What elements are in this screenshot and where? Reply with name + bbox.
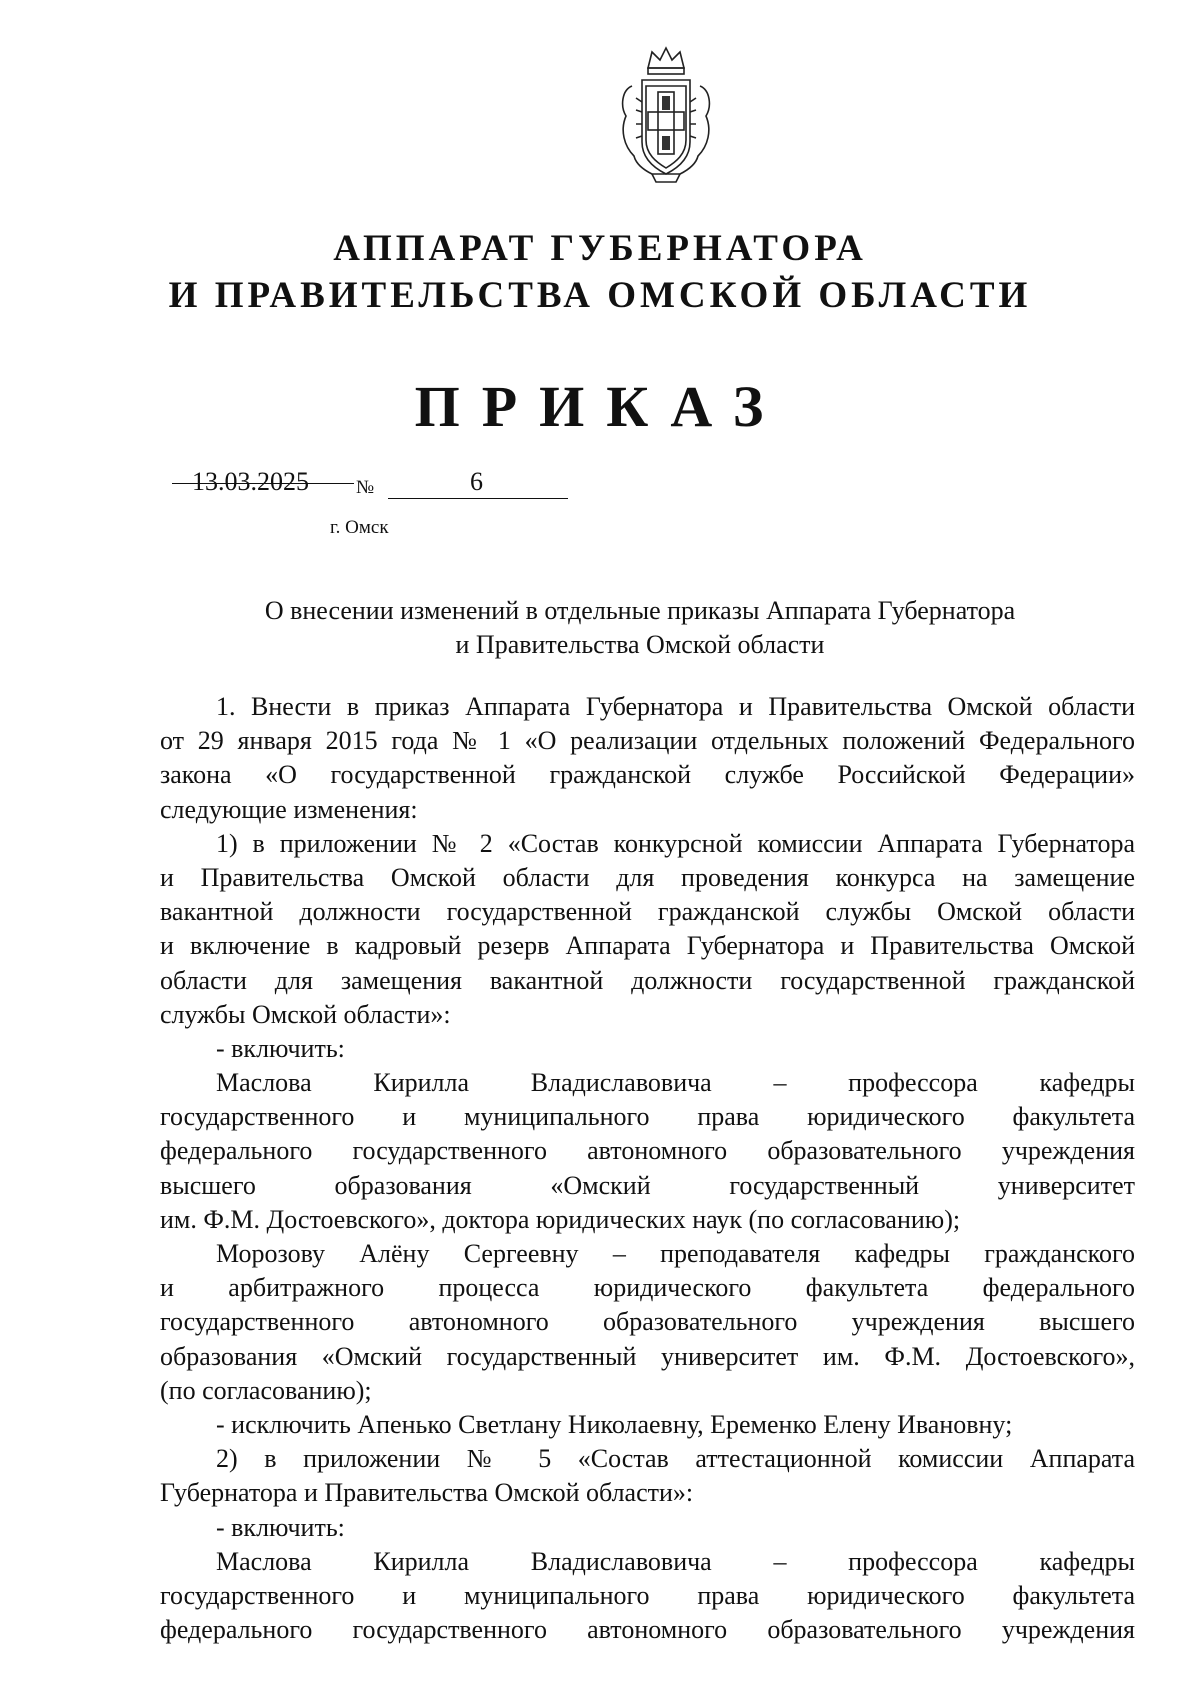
body-line: и арбитражного процесса юридического факультета федерального bbox=[160, 1273, 1135, 1303]
body-line: - исключить Апенько Светлану Николаевну, Еременко Елену Ивановну; bbox=[216, 1409, 1013, 1439]
body-line: службы Омской области»: bbox=[160, 999, 451, 1029]
body-line: федерального государственного автономного образовательного учреждения bbox=[160, 1136, 1135, 1166]
body-line: - включить: bbox=[216, 1033, 345, 1063]
body-line: следующие изменения: bbox=[160, 794, 418, 824]
body-line: федерального государственного автономного образовательного учреждения bbox=[160, 1615, 1135, 1645]
number-underline bbox=[388, 498, 568, 499]
subject-line-2: и Правительства Омской области bbox=[455, 630, 825, 659]
body-line: области для замещения вакантной должности государственной гражданской bbox=[160, 965, 1135, 995]
body-line: 2) в приложении № 5 «Состав аттестационной комиссии Аппарата bbox=[216, 1444, 1135, 1474]
organization-name-line-1: АППАРАТ ГУБЕРНАТОРА bbox=[333, 228, 867, 269]
body-line: государственного и муниципального права юридического факультета bbox=[160, 1580, 1135, 1610]
body-line: государственного и муниципального права юридического факультета bbox=[160, 1102, 1135, 1132]
body-line: - включить: bbox=[216, 1512, 345, 1542]
body-line: и включение в кадровый резерв Аппарата Губернатора и Правительства Омской bbox=[160, 931, 1135, 961]
body-line: государственного автономного образовательного учреждения высшего bbox=[160, 1307, 1135, 1337]
body-line: вакантной должности государственной гражданской службы Омской области bbox=[160, 897, 1135, 927]
subject-line-1: О внесении изменений в отдельные приказы Аппарата Губернатора bbox=[264, 596, 1016, 625]
body-line: им. Ф.М. Достоевского», доктора юридических наук (по согласованию); bbox=[160, 1204, 961, 1234]
organization-name-line-2: И ПРАВИТЕЛЬСТВА ОМСКОЙ ОБЛАСТИ bbox=[168, 275, 1032, 316]
body-line: Маслова Кирилла Владиславовича – профессора кафедры bbox=[216, 1068, 1135, 1098]
body-line: Губернатора и Правительства Омской области»: bbox=[160, 1478, 694, 1508]
body-line: 1. Внести в приказ Аппарата Губернатора и Правительства Омской области bbox=[216, 692, 1135, 721]
body-line: высшего образования «Омский государственный университет bbox=[160, 1170, 1135, 1200]
document-body bbox=[160, 690, 1135, 1647]
number-sign: № bbox=[356, 477, 375, 498]
body-line: Морозову Алёну Сергеевну – преподавателя кафедры гражданского bbox=[216, 1239, 1135, 1268]
body-line: (по согласованию); bbox=[160, 1375, 372, 1405]
body-line: от 29 января 2015 года № 1 «О реализации отдельных положений Федерального bbox=[160, 726, 1135, 756]
document-number: 6 bbox=[470, 467, 483, 496]
body-line: 1) в приложении № 2 «Состав конкурсной комиссии Аппарата Губернатора bbox=[216, 828, 1135, 858]
body-line: и Правительства Омской области для проведения конкурса на замещение bbox=[160, 862, 1135, 892]
document-date: 13.03.2025 bbox=[192, 467, 309, 496]
coat-of-arms-emblem bbox=[618, 46, 714, 184]
body-line: закона «О государственной гражданской службе Российской Федерации» bbox=[160, 760, 1135, 790]
document-city: г. Омск bbox=[330, 517, 389, 538]
body-line: Маслова Кирилла Владиславовича – профессора кафедры bbox=[216, 1546, 1135, 1576]
body-line: образования «Омский государственный университет им. Ф.М. Достоевского», bbox=[160, 1341, 1135, 1371]
document-type-title: ПРИКАЗ bbox=[414, 374, 786, 439]
